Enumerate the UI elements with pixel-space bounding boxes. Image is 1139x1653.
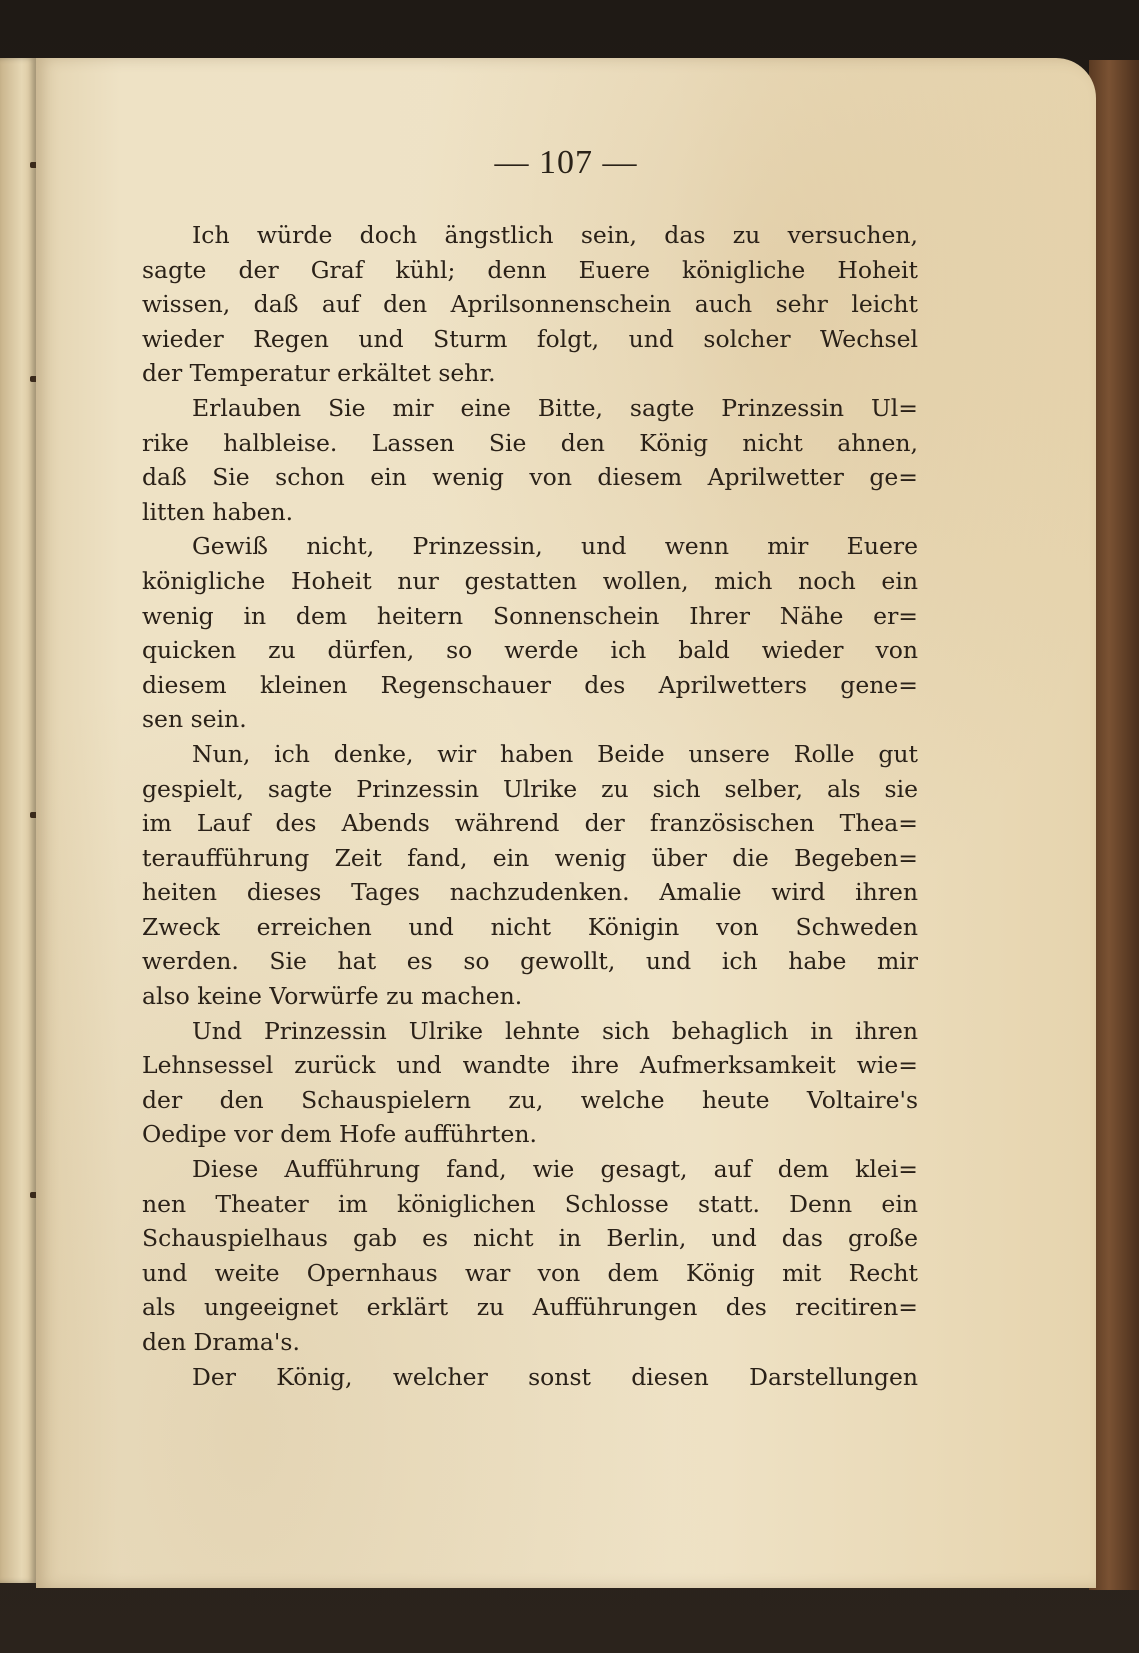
text-line: wieder Regen und Sturm folgt, und solcher Wechsel xyxy=(142,324,918,353)
text-line: heiten dieses Tages nachzudenken. Amalie wird ihren xyxy=(142,878,918,907)
page-number: — 107 — xyxy=(494,144,638,181)
book-cover-edge xyxy=(1089,60,1139,1590)
text-line: im Lauf des Abends während der französischen Thea= xyxy=(142,809,918,838)
text-line: rike halbleise. Lassen Sie den König nicht ahnen, xyxy=(142,428,918,457)
text-line: königliche Hoheit nur gestatten wollen, mich noch ein xyxy=(142,566,918,595)
text-line: Und Prinzessin Ulrike lehnte sich behaglich in ihren xyxy=(192,1016,918,1045)
text-line: teraufführung Zeit fand, ein wenig über die Begeben= xyxy=(142,843,918,872)
text-line: wissen, daß auf den Aprilsonnenschein auch sehr leicht xyxy=(142,290,918,319)
text-line: als ungeeignet erklärt zu Aufführungen des recitiren= xyxy=(142,1293,918,1322)
text-line: sen sein. xyxy=(142,705,247,734)
text-line: der Temperatur erkältet sehr. xyxy=(142,359,496,388)
text-line: den Drama's. xyxy=(142,1328,300,1356)
text-line: daß Sie schon ein wenig von diesem Aprilwetter ge= xyxy=(142,463,918,492)
text-line: Schauspielhaus gab es nicht in Berlin, und das große xyxy=(142,1224,918,1253)
text-line: Der König, welcher sonst diesen Darstellungen xyxy=(192,1362,918,1391)
text-line: gespielt, sagte Prinzessin Ulrike zu sich selber, als sie xyxy=(142,774,918,803)
text-line: und weite Opernhaus war von dem König mit Recht xyxy=(142,1258,918,1287)
facing-page-edge xyxy=(0,58,36,1583)
text-line: Nun, ich denke, wir haben Beide unsere Rolle gut xyxy=(192,739,918,768)
text-line: nen Theater im königlichen Schlosse statt. Denn ein xyxy=(142,1189,918,1218)
book-page xyxy=(36,58,1096,1588)
text-line: quicken zu dürfen, so werde ich bald wieder von xyxy=(142,636,918,665)
text-line: werden. Sie hat es so gewollt, und ich habe mir xyxy=(142,947,918,976)
text-line: sagte der Graf kühl; denn Euere königliche Hoheit xyxy=(142,255,918,284)
text-line: diesem kleinen Regenschauer des Aprilwetters gene= xyxy=(142,670,918,699)
text-line: Erlauben Sie mir eine Bitte, sagte Prinzessin Ul= xyxy=(192,393,918,422)
text-line: litten haben. xyxy=(142,497,294,526)
body-text xyxy=(142,218,918,1394)
text-line: Gewiß nicht, Prinzessin, und wenn mir Euere xyxy=(192,532,918,561)
text-line: wenig in dem heitern Sonnenschein Ihrer Nähe er= xyxy=(142,601,918,630)
text-line: Lehnsessel zurück und wandte ihre Aufmerksamkeit wie= xyxy=(142,1051,918,1080)
text-line: Oedipe vor dem Hofe aufführten. xyxy=(142,1120,538,1149)
text-line: der den Schauspielern zu, welche heute Voltaire's xyxy=(142,1085,918,1114)
text-line: Diese Aufführung fand, wie gesagt, auf dem klei= xyxy=(192,1155,918,1184)
text-line: also keine Vorwürfe zu machen. xyxy=(142,982,523,1011)
text-line: Zweck erreichen und nicht Königin von Schweden xyxy=(142,912,918,941)
text-line: Ich würde doch ängstlich sein, das zu versuchen, xyxy=(192,221,918,249)
